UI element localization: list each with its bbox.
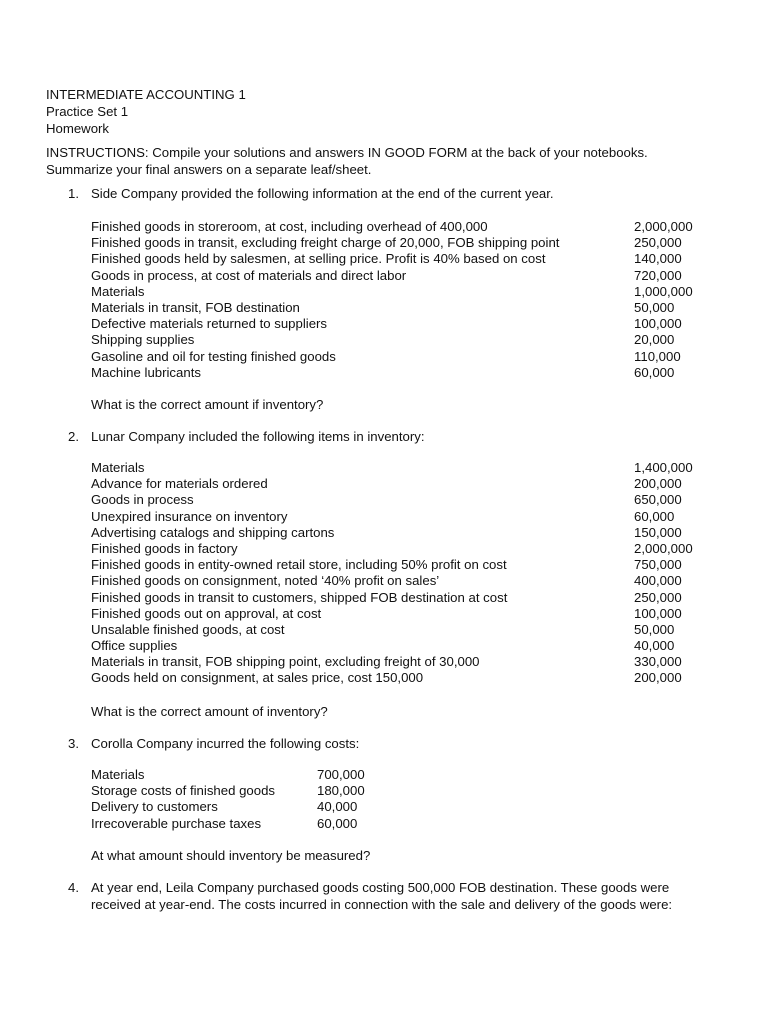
list-item <box>91 476 701 492</box>
item-label: Advance for materials ordered <box>91 476 268 492</box>
item-label: Finished goods on consignment, noted ‘40% profit on sales’ <box>91 573 440 589</box>
question-3-number: 3. <box>68 736 79 751</box>
item-value: 60,000 <box>634 364 675 380</box>
item-value: 2,000,000 <box>634 219 693 234</box>
item-label: Shipping supplies <box>91 332 195 348</box>
document-header <box>46 86 246 137</box>
item-label: Finished goods out on approval, at cost <box>91 605 322 621</box>
item-value: 100,000 <box>634 316 682 332</box>
item-label: Storage costs of finished goods <box>91 783 276 799</box>
instructions-line-1: INSTRUCTIONS: Compile your solutions and answers IN GOOD FORM at the back of your notebooks. <box>46 145 648 160</box>
item-value: 330,000 <box>634 654 682 670</box>
item-label: Gasoline and oil for testing finished goods <box>91 348 336 364</box>
item-value: 1,400,000 <box>634 460 693 475</box>
list-item <box>91 509 701 525</box>
item-value: 150,000 <box>634 524 682 540</box>
item-label: Finished goods in storeroom, at cost, including overhead of 400,000 <box>91 219 488 234</box>
item-value: 20,000 <box>634 332 675 348</box>
item-label: Finished goods in transit to customers, shipped FOB destination at cost <box>91 589 508 605</box>
question-4-text <box>91 880 711 913</box>
list-item <box>91 590 701 606</box>
item-value: 2,000,000 <box>634 540 693 556</box>
item-label: Materials <box>91 460 145 475</box>
item-label: Finished goods in entity-owned retail store, including 50% profit on cost <box>91 557 507 573</box>
item-value: 400,000 <box>634 573 682 589</box>
item-value: 720,000 <box>634 267 682 283</box>
list-item <box>91 638 701 654</box>
item-value: 250,000 <box>634 235 682 251</box>
question-2-prompt: What is the correct amount of inventory? <box>91 704 328 719</box>
item-label: Unsalable finished goods, at cost <box>91 621 285 637</box>
item-value: 200,000 <box>634 670 682 686</box>
practice-set-label: Practice Set 1 <box>46 104 129 119</box>
item-value: 50,000 <box>634 621 675 637</box>
item-label: Materials <box>91 283 145 299</box>
question-4-line-1: At year end, Leila Company purchased goods costing 500,000 FOB destination. These goods were <box>91 880 670 895</box>
item-label: Materials in transit, FOB destination <box>91 299 300 315</box>
item-value: 750,000 <box>634 557 682 573</box>
item-label: Materials <box>91 767 145 782</box>
item-value: 60,000 <box>634 508 675 524</box>
list-item <box>91 670 701 686</box>
item-label: Delivery to customers <box>91 799 218 815</box>
item-value: 650,000 <box>634 492 682 508</box>
item-label: Finished goods in factory <box>91 540 238 556</box>
list-item <box>91 557 701 573</box>
question-1-items <box>91 219 701 381</box>
list-item <box>91 284 701 300</box>
item-label: Finished goods held by salesmen, at selling price. Profit is 40% based on cost <box>91 251 546 267</box>
item-label: Goods in process <box>91 492 194 508</box>
question-3-items <box>91 767 701 832</box>
question-3-text: Corolla Company incurred the following costs: <box>91 736 360 751</box>
item-label: Finished goods in transit, excluding freight charge of 20,000, FOB shipping point <box>91 235 560 251</box>
list-item <box>91 268 701 284</box>
item-label: Unexpired insurance on inventory <box>91 508 288 524</box>
item-label: Irrecoverable purchase taxes <box>91 815 262 831</box>
item-label: Defective materials returned to suppliers <box>91 316 328 332</box>
item-label: Goods in process, at cost of materials and direct labor <box>91 267 407 283</box>
instructions-line-2: Summarize your final answers on a separate leaf/sheet. <box>46 161 372 177</box>
item-value: 110,000 <box>634 348 681 364</box>
list-item <box>91 300 701 316</box>
question-4-number: 4. <box>68 880 79 895</box>
question-1-prompt: What is the correct amount if inventory? <box>91 397 324 412</box>
question-2-text: Lunar Company included the following items in inventory: <box>91 429 425 444</box>
instructions <box>46 145 736 178</box>
homework-label: Homework <box>46 121 110 136</box>
list-item <box>91 816 701 832</box>
list-item <box>91 251 701 267</box>
question-2-items <box>91 460 701 687</box>
list-item <box>91 767 701 783</box>
question-2-number: 2. <box>68 429 79 444</box>
item-label: Materials in transit, FOB shipping point, excluding freight of 30,000 <box>91 654 480 670</box>
item-value: 50,000 <box>634 299 675 315</box>
list-item <box>91 460 701 476</box>
list-item <box>91 783 701 799</box>
list-item <box>91 219 701 235</box>
item-value: 1,000,000 <box>634 283 693 299</box>
item-value: 140,000 <box>634 251 682 267</box>
list-item <box>91 654 701 670</box>
item-label: Office supplies <box>91 638 178 654</box>
course-title: INTERMEDIATE ACCOUNTING 1 <box>46 87 246 102</box>
list-item <box>91 573 701 589</box>
item-value: 100,000 <box>634 605 682 621</box>
question-3-prompt: At what amount should inventory be measured? <box>91 848 371 863</box>
list-item <box>91 622 701 638</box>
item-value: 180,000 <box>317 783 365 799</box>
item-value: 40,000 <box>634 638 675 654</box>
item-label: Goods held on consignment, at sales price, cost 150,000 <box>91 670 424 686</box>
list-item <box>91 541 701 557</box>
list-item <box>91 799 701 815</box>
list-item <box>91 349 701 365</box>
list-item <box>91 316 701 332</box>
item-value: 200,000 <box>634 476 682 492</box>
item-value: 250,000 <box>634 589 682 605</box>
item-value: 60,000 <box>317 815 358 831</box>
item-label: Advertising catalogs and shipping cartons <box>91 524 335 540</box>
list-item <box>91 606 701 622</box>
question-4-line-2: received at year-end. The costs incurred in connection with the sale and delivery of the goods were: <box>91 896 673 912</box>
list-item <box>91 365 701 381</box>
list-item <box>91 332 701 348</box>
question-1-number: 1. <box>68 186 79 201</box>
item-value: 700,000 <box>317 767 365 782</box>
list-item <box>91 525 701 541</box>
question-1-text: Side Company provided the following information at the end of the current year. <box>91 186 554 201</box>
item-label: Machine lubricants <box>91 364 201 380</box>
list-item <box>91 235 701 251</box>
item-value: 40,000 <box>317 799 358 815</box>
list-item <box>91 492 701 508</box>
